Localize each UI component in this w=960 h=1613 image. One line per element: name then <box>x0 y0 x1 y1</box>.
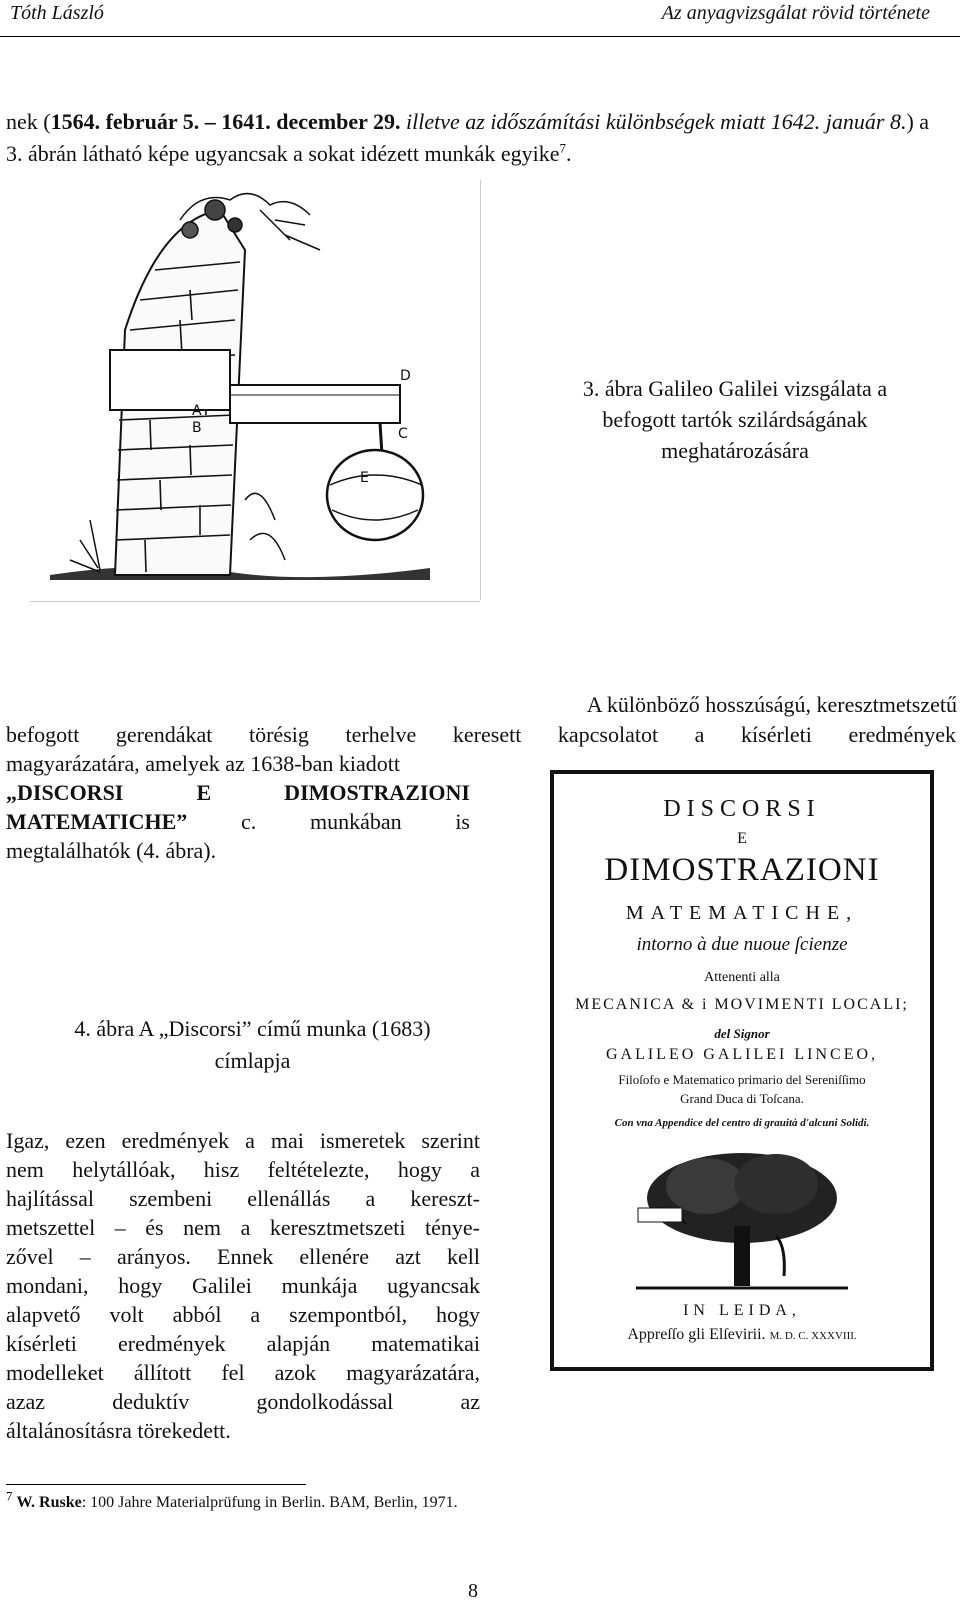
para2-line4: „DISCORSI E DIMOSTRAZIONI <box>6 780 470 805</box>
footnote-ref: 7 <box>559 140 566 156</box>
para2-line5-rest: c. munkában is <box>241 809 470 834</box>
para2-line5 <box>6 808 470 836</box>
printers-mark-tree-illustration <box>626 1146 858 1296</box>
para2-line1: A különböző hosszúságú, keresztmetszetű <box>586 692 957 717</box>
footnote-text: : 100 Jahre Materialprüfung in Berlin. BAM, Berlin, 1971. <box>81 1494 458 1511</box>
tp-e: E <box>737 830 747 847</box>
tp-galileo: GALILEO GALILEI LINCEO, <box>605 1046 879 1063</box>
tp-del-signor: del Signor <box>714 1026 770 1041</box>
para2-line5-bold: MATEMATICHE” <box>6 809 188 834</box>
footnote-rule <box>6 1484 306 1485</box>
label-c: C <box>398 426 408 442</box>
label-b: B <box>192 420 202 436</box>
tp-appresso-line <box>554 1326 930 1344</box>
hanging-weight <box>327 423 423 540</box>
tp-attenenti: Attenenti alla <box>704 970 780 985</box>
para3-line: alapvető volt abból a szempontból, hogy <box>6 1302 480 1327</box>
tp-intorno: intorno à due nuoue ſcienze <box>636 934 848 955</box>
para3-line: mondani, hogy Galilei munkája ugyancsak <box>6 1273 480 1298</box>
tp-year: M. D. C. XXXVIII. <box>769 1330 857 1342</box>
footnote-author: W. Ruske <box>16 1494 82 1511</box>
tp-appendice: Con vna Appendice del centro di grauità d'alcuni Solidi. <box>614 1117 870 1129</box>
para3-line: zővel – arányos. Ennek ellenére azt kell <box>6 1244 480 1269</box>
paragraph-conclusion <box>6 1126 480 1445</box>
para1-rest: ) a 3. ábrán látható képe ugyancsak a sokat idézett munkák egyike <box>6 109 930 166</box>
tp-mecanica: MECANICA & i MOVIMENTI LOCALI; <box>575 996 909 1013</box>
para1-prefix: nek ( <box>6 109 51 134</box>
running-header-author: Tóth László <box>10 2 104 24</box>
header-rule <box>0 36 960 37</box>
label-d: D <box>400 368 411 384</box>
para1-dates: 1564. február 5. – 1641. december 29. <box>50 109 401 134</box>
para3-line: kísérleti eredmények alapján matematikai <box>6 1331 480 1356</box>
figure-3-caption: 3. ábra Galileo Galilei vizsgálata a befogott tartók szilárdságának meghatározására <box>582 376 888 463</box>
tp-appresso: Appreſſo gli Elſevirii. <box>627 1326 766 1343</box>
page-number: 8 <box>468 1580 478 1602</box>
para3-line: hajlítással szembeni ellenállás a kereszt- <box>6 1186 480 1211</box>
para3-line: Igaz, ezen eredmények a mai ismeretek szerint <box>6 1128 480 1153</box>
figure-3-frame-bottom <box>30 601 480 602</box>
figure-4-caption: 4. ábra A „Discorsi” című munka (1683) címlapja <box>74 1016 431 1073</box>
tp-discorsi: DISCORSI <box>663 796 821 822</box>
ground-shape <box>50 567 430 580</box>
footnote <box>6 1488 458 1512</box>
para2-line6: megtalálhatók (4. ábra). <box>6 838 217 863</box>
figure-3-cantilever-illustration <box>30 180 450 600</box>
para3-line: metszettel – és nem a keresztmetszeti ténye- <box>6 1215 480 1240</box>
label-a: A <box>192 403 202 419</box>
para1-italic-note: illetve az időszámítási különbségek miatt 1642. január 8. <box>400 109 907 134</box>
para2-line3: magyarázatára, amelyek az 1638-ban kiadott <box>6 751 400 776</box>
figure-4-title-page <box>550 770 934 1371</box>
para3-line: modelleket állított fel azok magyarázatára, <box>6 1360 480 1385</box>
label-e: E <box>360 470 369 486</box>
tp-in-leida: IN LEIDA, <box>683 1302 801 1319</box>
para3-line: nem helytállóak, hisz feltételezte, hogy a <box>6 1157 480 1182</box>
figure-3-frame-right <box>480 180 481 600</box>
tp-matematiche: MATEMATICHE, <box>625 902 859 924</box>
tp-dimostrazioni: DIMOSTRAZIONI <box>604 852 880 888</box>
para3-line: azaz deduktív gondolkodással az <box>6 1389 480 1414</box>
tp-filosofo: Filoſofo e Matematico primario del Sereniſſimo <box>618 1072 866 1087</box>
paragraph-intro: nek (1564. február 5. – 1641. december 29. illetve az időszámítási különbségek miatt 1642. január 8.) a 3. ábrán látható képe ugyancsak a sokat idézett munkák egyike$^7$. <box>6 109 930 166</box>
para2-line2: befogott gerendákat törésig terhelve keresett kapcsolatot a kísérleti eredmények <box>6 722 956 747</box>
tp-grand-duca: Grand Duca di Toſcana. <box>680 1091 804 1106</box>
footnote-number: 7 <box>6 1488 13 1504</box>
running-header-title: Az anyagvizsgálat rövid története <box>661 2 930 24</box>
para3-line: általánosításra törekedett. <box>6 1418 231 1443</box>
